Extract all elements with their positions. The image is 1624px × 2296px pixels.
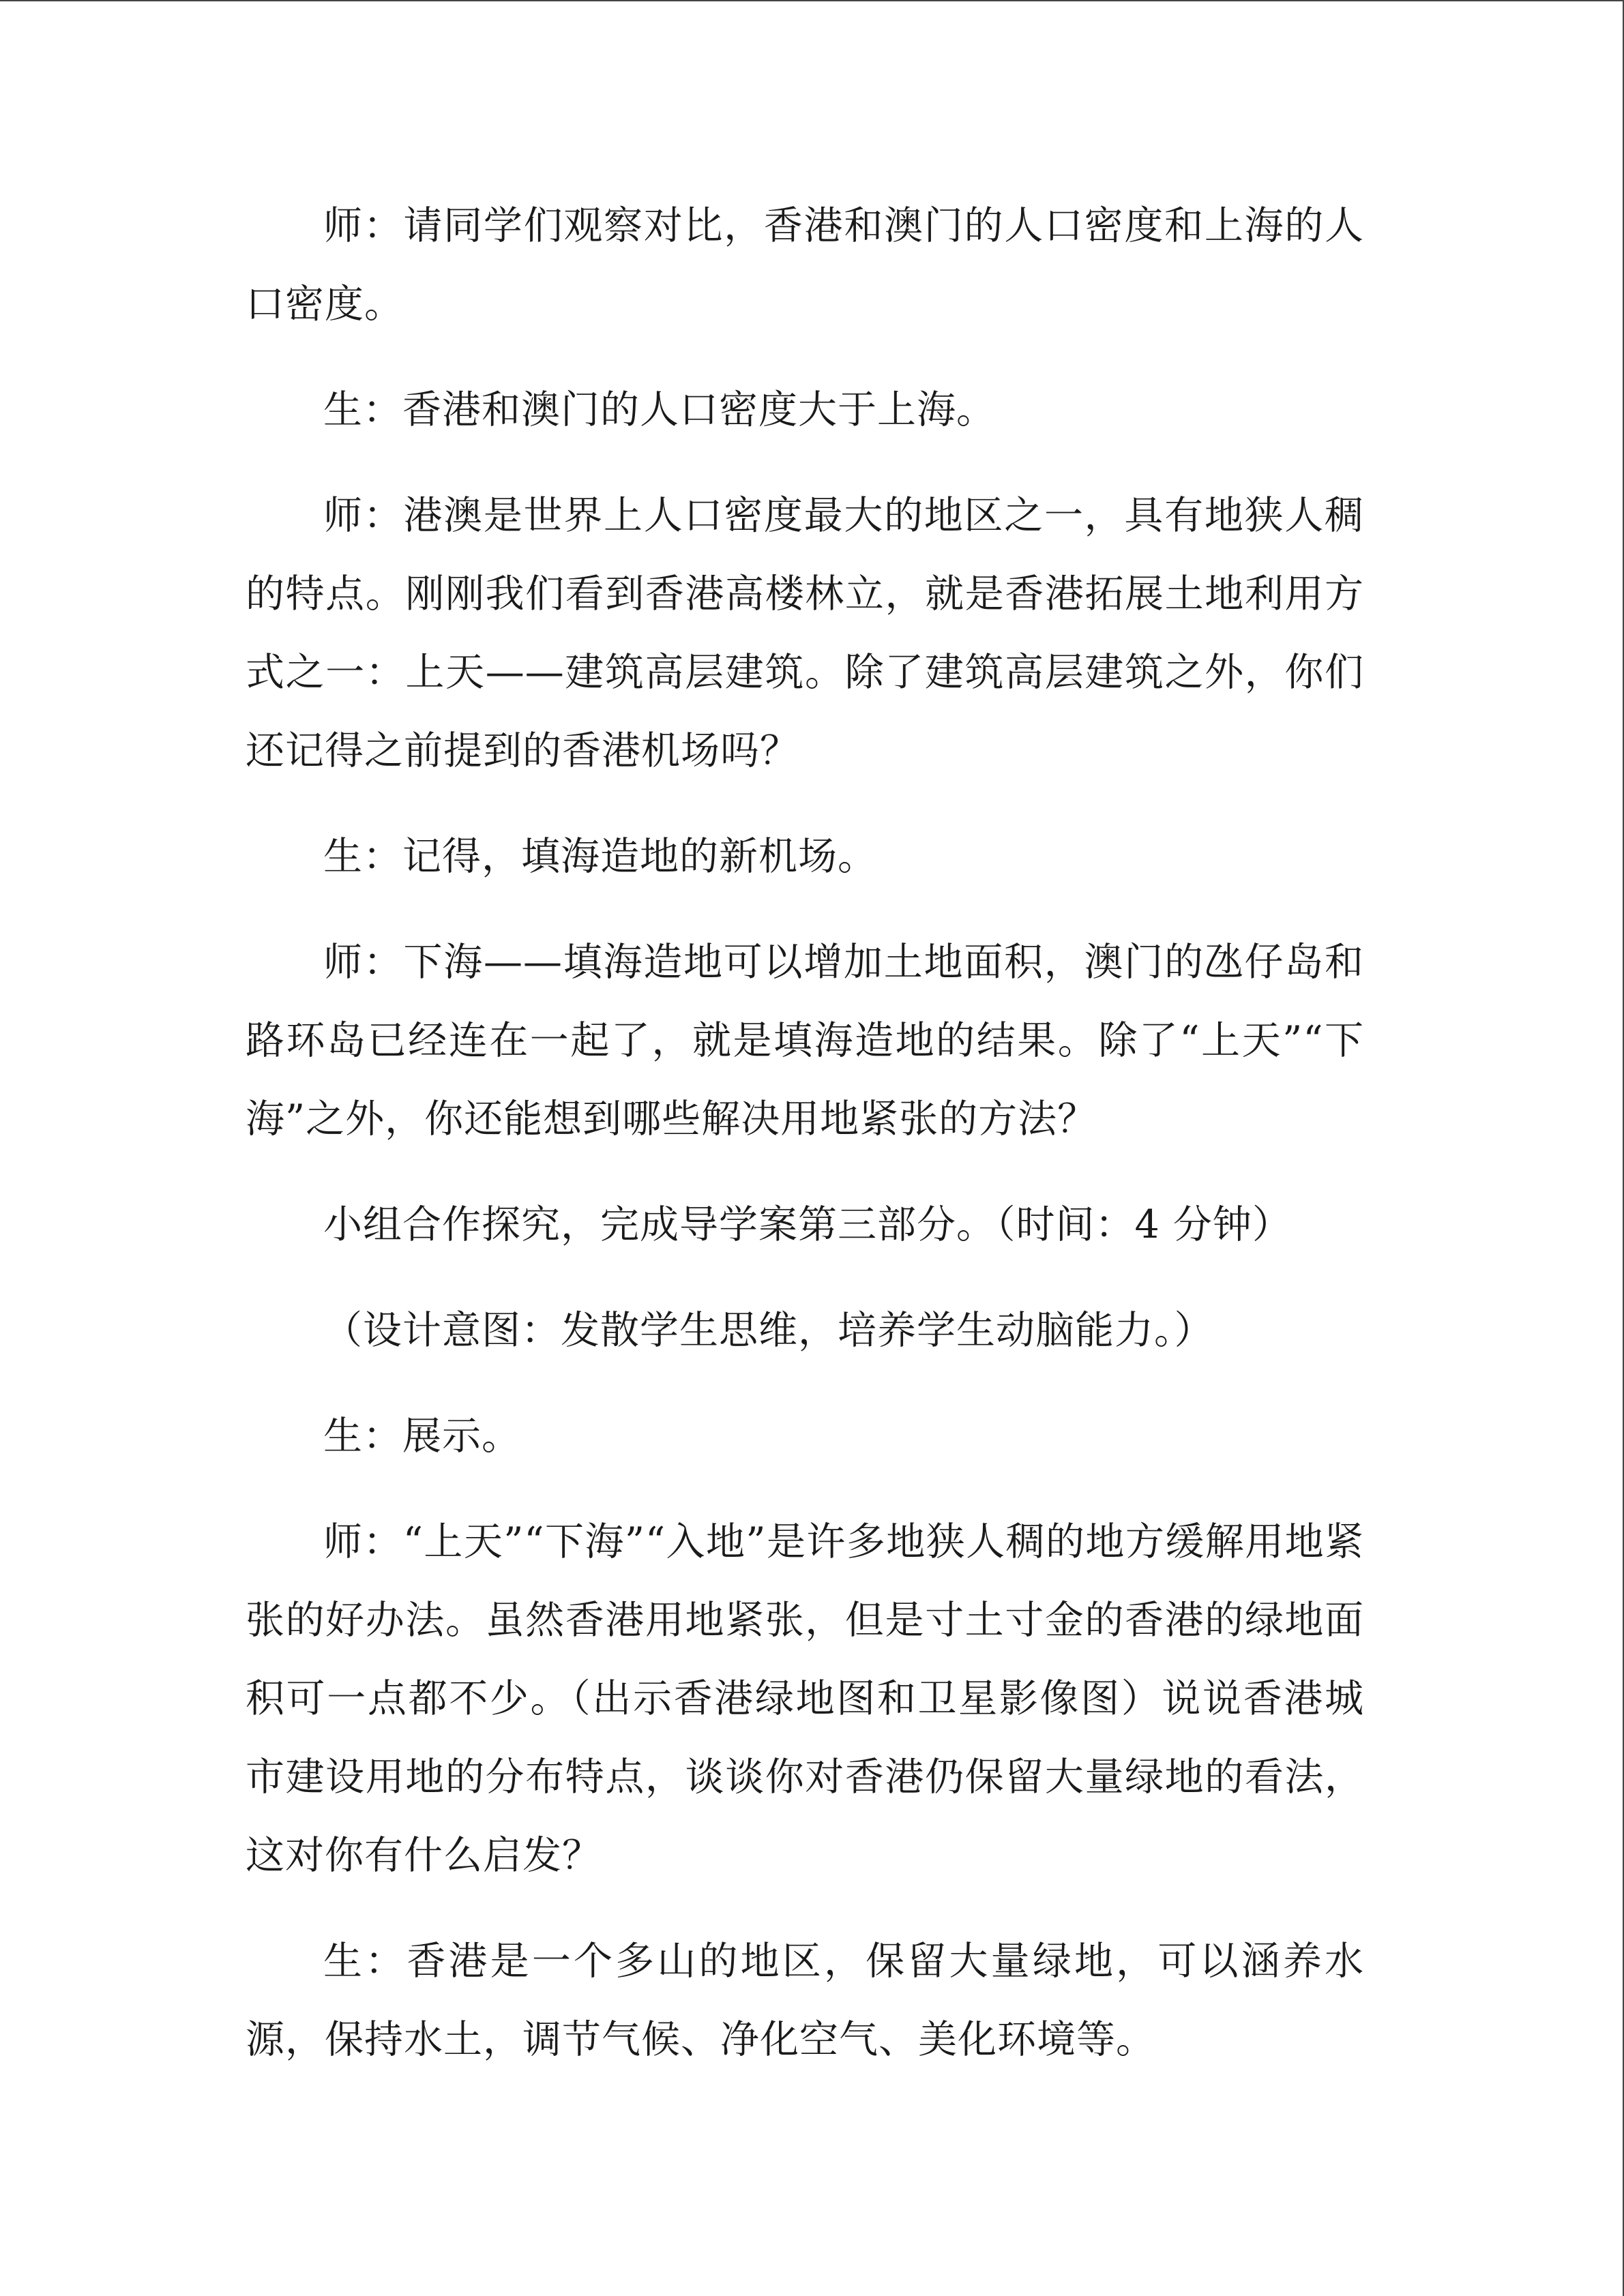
paragraph: 师：下海——填海造地可以增加土地面积，澳门的氹仔岛和路环岛已经连在一起了，就是填海造地的结果。除了“上天”“下海”之外，你还能想到哪些解决用地紧张的方法？ [246, 940, 1364, 1142]
paragraph: 师：港澳是世界上人口密度最大的地区之一，具有地狭人稠的特点。刚刚我们看到香港高楼林立，就是香港拓展土地利用方式之一：上天——建筑高层建筑。除了建筑高层建筑之外，你们还记得之前提到的香港机场吗？ [246, 493, 1364, 773]
paragraph: 生：展示。 [323, 1414, 521, 1459]
paragraph: 师：请同学们观察对比，香港和澳门的人口密度和上海的人口密度。 [246, 203, 1364, 327]
paragraph: （设计意图：发散学生思维，培养学生动脑能力。） [323, 1308, 1214, 1353]
paragraph: 生：香港是一个多山的地区，保留大量绿地，可以涵养水源，保持水土，调节气候、净化空气、美化环境等。 [246, 1939, 1364, 2062]
paragraph: 师：“上天”“下海”“入地”是许多地狭人稠的地方缓解用地紧张的好办法。虽然香港用地紧张，但是寸土寸金的香港的绿地面积可一点都不少。（出示香港绿地图和卫星影像图）说说香港城市建设用地的分布特点，谈谈你对香港仍保留大量绿地的看法，这对你有什么启发？ [246, 1519, 1364, 1878]
paragraph: 小组合作探究，完成导学案第三部分。（时间：4 分钟） [323, 1202, 1292, 1247]
document-body [246, 187, 1364, 2106]
paragraph: 生：记得，填海造地的新机场。 [323, 834, 877, 879]
paragraph: 生：香港和澳门的人口密度大于上海。 [323, 387, 996, 432]
